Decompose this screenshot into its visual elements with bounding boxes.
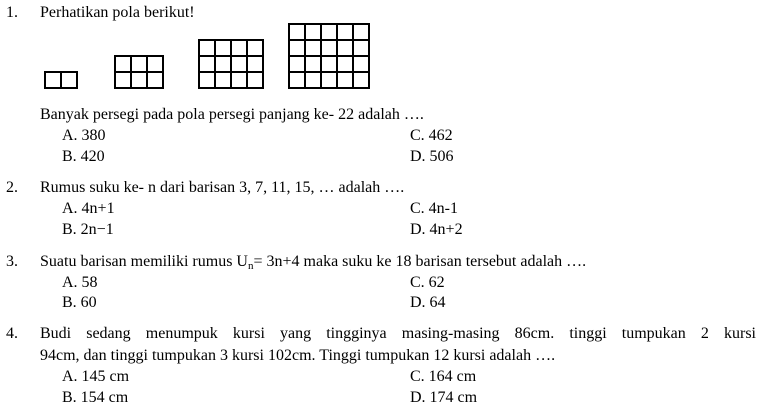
- question-3-option-d[interactable]: D. 64: [410, 294, 446, 311]
- question-3-text-after: = 3n+4 maka suku ke 18 barisan tersebut adalah ….: [253, 253, 587, 270]
- question-4-text-line-2: 94cm, dan tinggi tumpukan 3 kursi 102cm. Tinggi tumpukan 12 kursi adalah ….: [40, 347, 556, 364]
- question-4-number: 4.: [6, 325, 18, 342]
- question-4-option-c[interactable]: C. 164 cm: [410, 368, 477, 385]
- question-4-option-b[interactable]: B. 154 cm: [62, 389, 129, 406]
- question-1-option-a[interactable]: A. 380: [62, 127, 106, 144]
- question-3-number: 3.: [6, 253, 18, 270]
- question-1-option-d[interactable]: D. 506: [410, 148, 454, 165]
- question-1-text: Banyak persegi pada pola persegi panjang ke- 22 adalah ….: [40, 106, 424, 123]
- question-4-text-line-1: Budi sedang menumpuk kursi yang tingginya masing-masing 86cm. tinggi tumpukan 2 kursi: [40, 325, 756, 342]
- question-1-option-c[interactable]: C. 462: [410, 127, 453, 144]
- question-4-option-a[interactable]: A. 145 cm: [62, 368, 130, 385]
- pattern-grid-1: [45, 72, 77, 88]
- question-3-option-c[interactable]: C. 62: [410, 274, 445, 291]
- question-4-option-d[interactable]: D. 174 cm: [410, 389, 478, 406]
- question-2-number: 2.: [6, 179, 18, 196]
- pattern-grid-3: [199, 40, 263, 88]
- question-2-option-b[interactable]: B. 2n−1: [62, 221, 114, 238]
- question-3-text: [40, 253, 586, 271]
- question-2-text: Rumus suku ke- n dari barisan 3, 7, 11, 15, … adalah ….: [40, 179, 405, 196]
- question-3-option-a[interactable]: A. 58: [62, 274, 98, 291]
- question-3-subscript: n: [247, 260, 254, 272]
- question-2-option-a[interactable]: A. 4n+1: [62, 200, 115, 217]
- square-pattern-figure: [0, 0, 775, 100]
- question-1-number: 1.: [6, 4, 18, 21]
- pattern-grid-2: [115, 56, 163, 88]
- pattern-grid-4: [289, 24, 369, 88]
- question-2-option-c[interactable]: C. 4n-1: [410, 200, 458, 217]
- question-2-option-d[interactable]: D. 4n+2: [410, 221, 463, 238]
- question-3-option-b[interactable]: B. 60: [62, 294, 97, 311]
- question-1-intro: Perhatikan pola berikut!: [40, 4, 195, 21]
- question-1-option-b[interactable]: B. 420: [62, 148, 105, 165]
- question-3-text-before: Suatu barisan memiliki rumus U: [40, 253, 248, 270]
